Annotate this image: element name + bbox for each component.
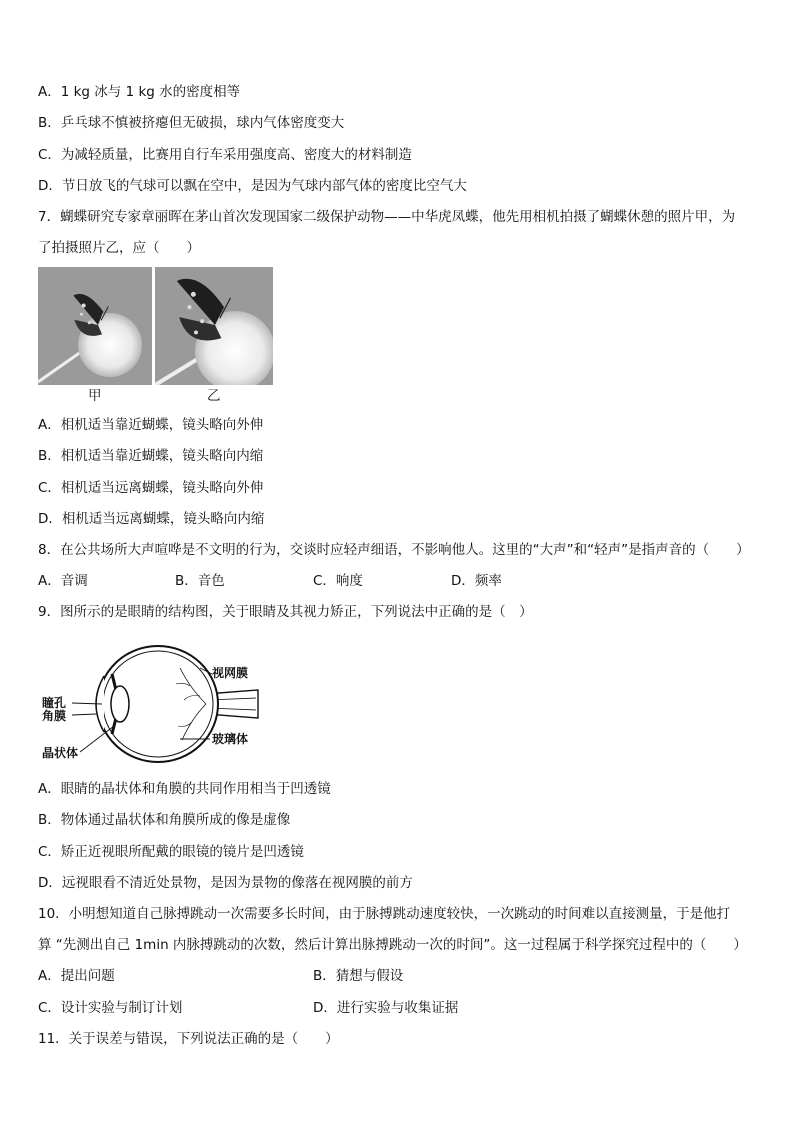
q6-option-a: A．1 kg 冰与 1 kg 水的密度相等 (38, 84, 241, 100)
q8-option-c: C．响度 (313, 573, 363, 589)
photo-label-yi: 乙 (207, 388, 221, 404)
label-vitreous: 玻璃体 (212, 732, 249, 746)
q9-stem: 9．图所示的是眼睛的结构图，关于眼睛及其视力矫正，下列说法中正确的是（ ） (38, 604, 533, 620)
q8-option-b: B．音色 (175, 573, 225, 589)
eye-structure-diagram (40, 638, 270, 766)
q8-option-d: D．频率 (451, 573, 502, 589)
q6-option-b: B．乒乓球不慎被挤瘪但无破损，球内气体密度变大 (38, 115, 345, 131)
q10-option-c: C．设计实验与制订计划 (38, 1000, 183, 1016)
q9-option-d: D．远视眼看不清近处景物，是因为景物的像落在视网膜的前方 (38, 875, 413, 891)
q6-option-d: D．节日放飞的气球可以飘在空中，是因为气球内部气体的密度比空气大 (38, 178, 467, 194)
q8-option-a: A．音调 (38, 573, 88, 589)
q9-option-c: C．矫正近视眼所配戴的眼镜的镜片是凹透镜 (38, 844, 304, 860)
label-retina: 视网膜 (212, 666, 249, 680)
q6-option-c: C．为减轻质量，比赛用自行车采用强度高、密度大的材料制造 (38, 147, 412, 163)
q7-stem-line2: 了拍摄照片乙，应（ ） (38, 240, 200, 256)
q10-option-a: A．提出问题 (38, 968, 115, 984)
label-cornea: 角膜 (42, 709, 67, 723)
q9-option-a: A．眼睛的晶状体和角膜的共同作用相当于凹透镜 (38, 781, 331, 797)
butterfly-photo-jia (38, 267, 152, 385)
q8-stem: 8．在公共场所大声喧哗是不文明的行为，交谈时应轻声细语，不影响他人。这里的“大声”和“轻声”是指声音的（ ） (38, 542, 750, 558)
q9-option-b: B．物体通过晶状体和角膜所成的像是虚像 (38, 812, 291, 828)
q7-stem-line1: 7．蝴蝶研究专家章丽晖在茅山首次发现国家二级保护动物——中华虎凤蝶，他先用相机拍摄了蝴蝶休憩的照片甲，为 (38, 209, 736, 225)
q7-option-b: B．相机适当靠近蝴蝶，镜头略向内缩 (38, 448, 264, 464)
q7-option-a: A．相机适当靠近蝴蝶，镜头略向外伸 (38, 417, 264, 433)
label-lens: 晶状体 (42, 746, 79, 760)
q7-option-d: D．相机适当远离蝴蝶，镜头略向内缩 (38, 511, 265, 527)
q10-stem-line2: 算 “先测出自己 1min 内脉搏跳动的次数，然后计算出脉搏跳动一次的时间”。这一过程属于科学探究过程中的（ ） (38, 937, 747, 953)
q11-stem: 11．关于误差与错误，下列说法正确的是（ ） (38, 1031, 339, 1047)
q10-stem-line1: 10．小明想知道自己脉搏跳动一次需要多长时间，由于脉搏跳动速度较快，一次跳动的时间难以直接测量，于是他打 (38, 906, 731, 922)
q7-option-c: C．相机适当远离蝴蝶，镜头略向外伸 (38, 480, 264, 496)
q10-option-d: D．进行实验与收集证据 (313, 1000, 459, 1016)
q10-option-b: B．猜想与假设 (313, 968, 404, 984)
label-pupil: 瞳孔 (42, 696, 67, 710)
photo-label-jia: 甲 (88, 388, 102, 404)
butterfly-photo-yi (155, 267, 273, 385)
